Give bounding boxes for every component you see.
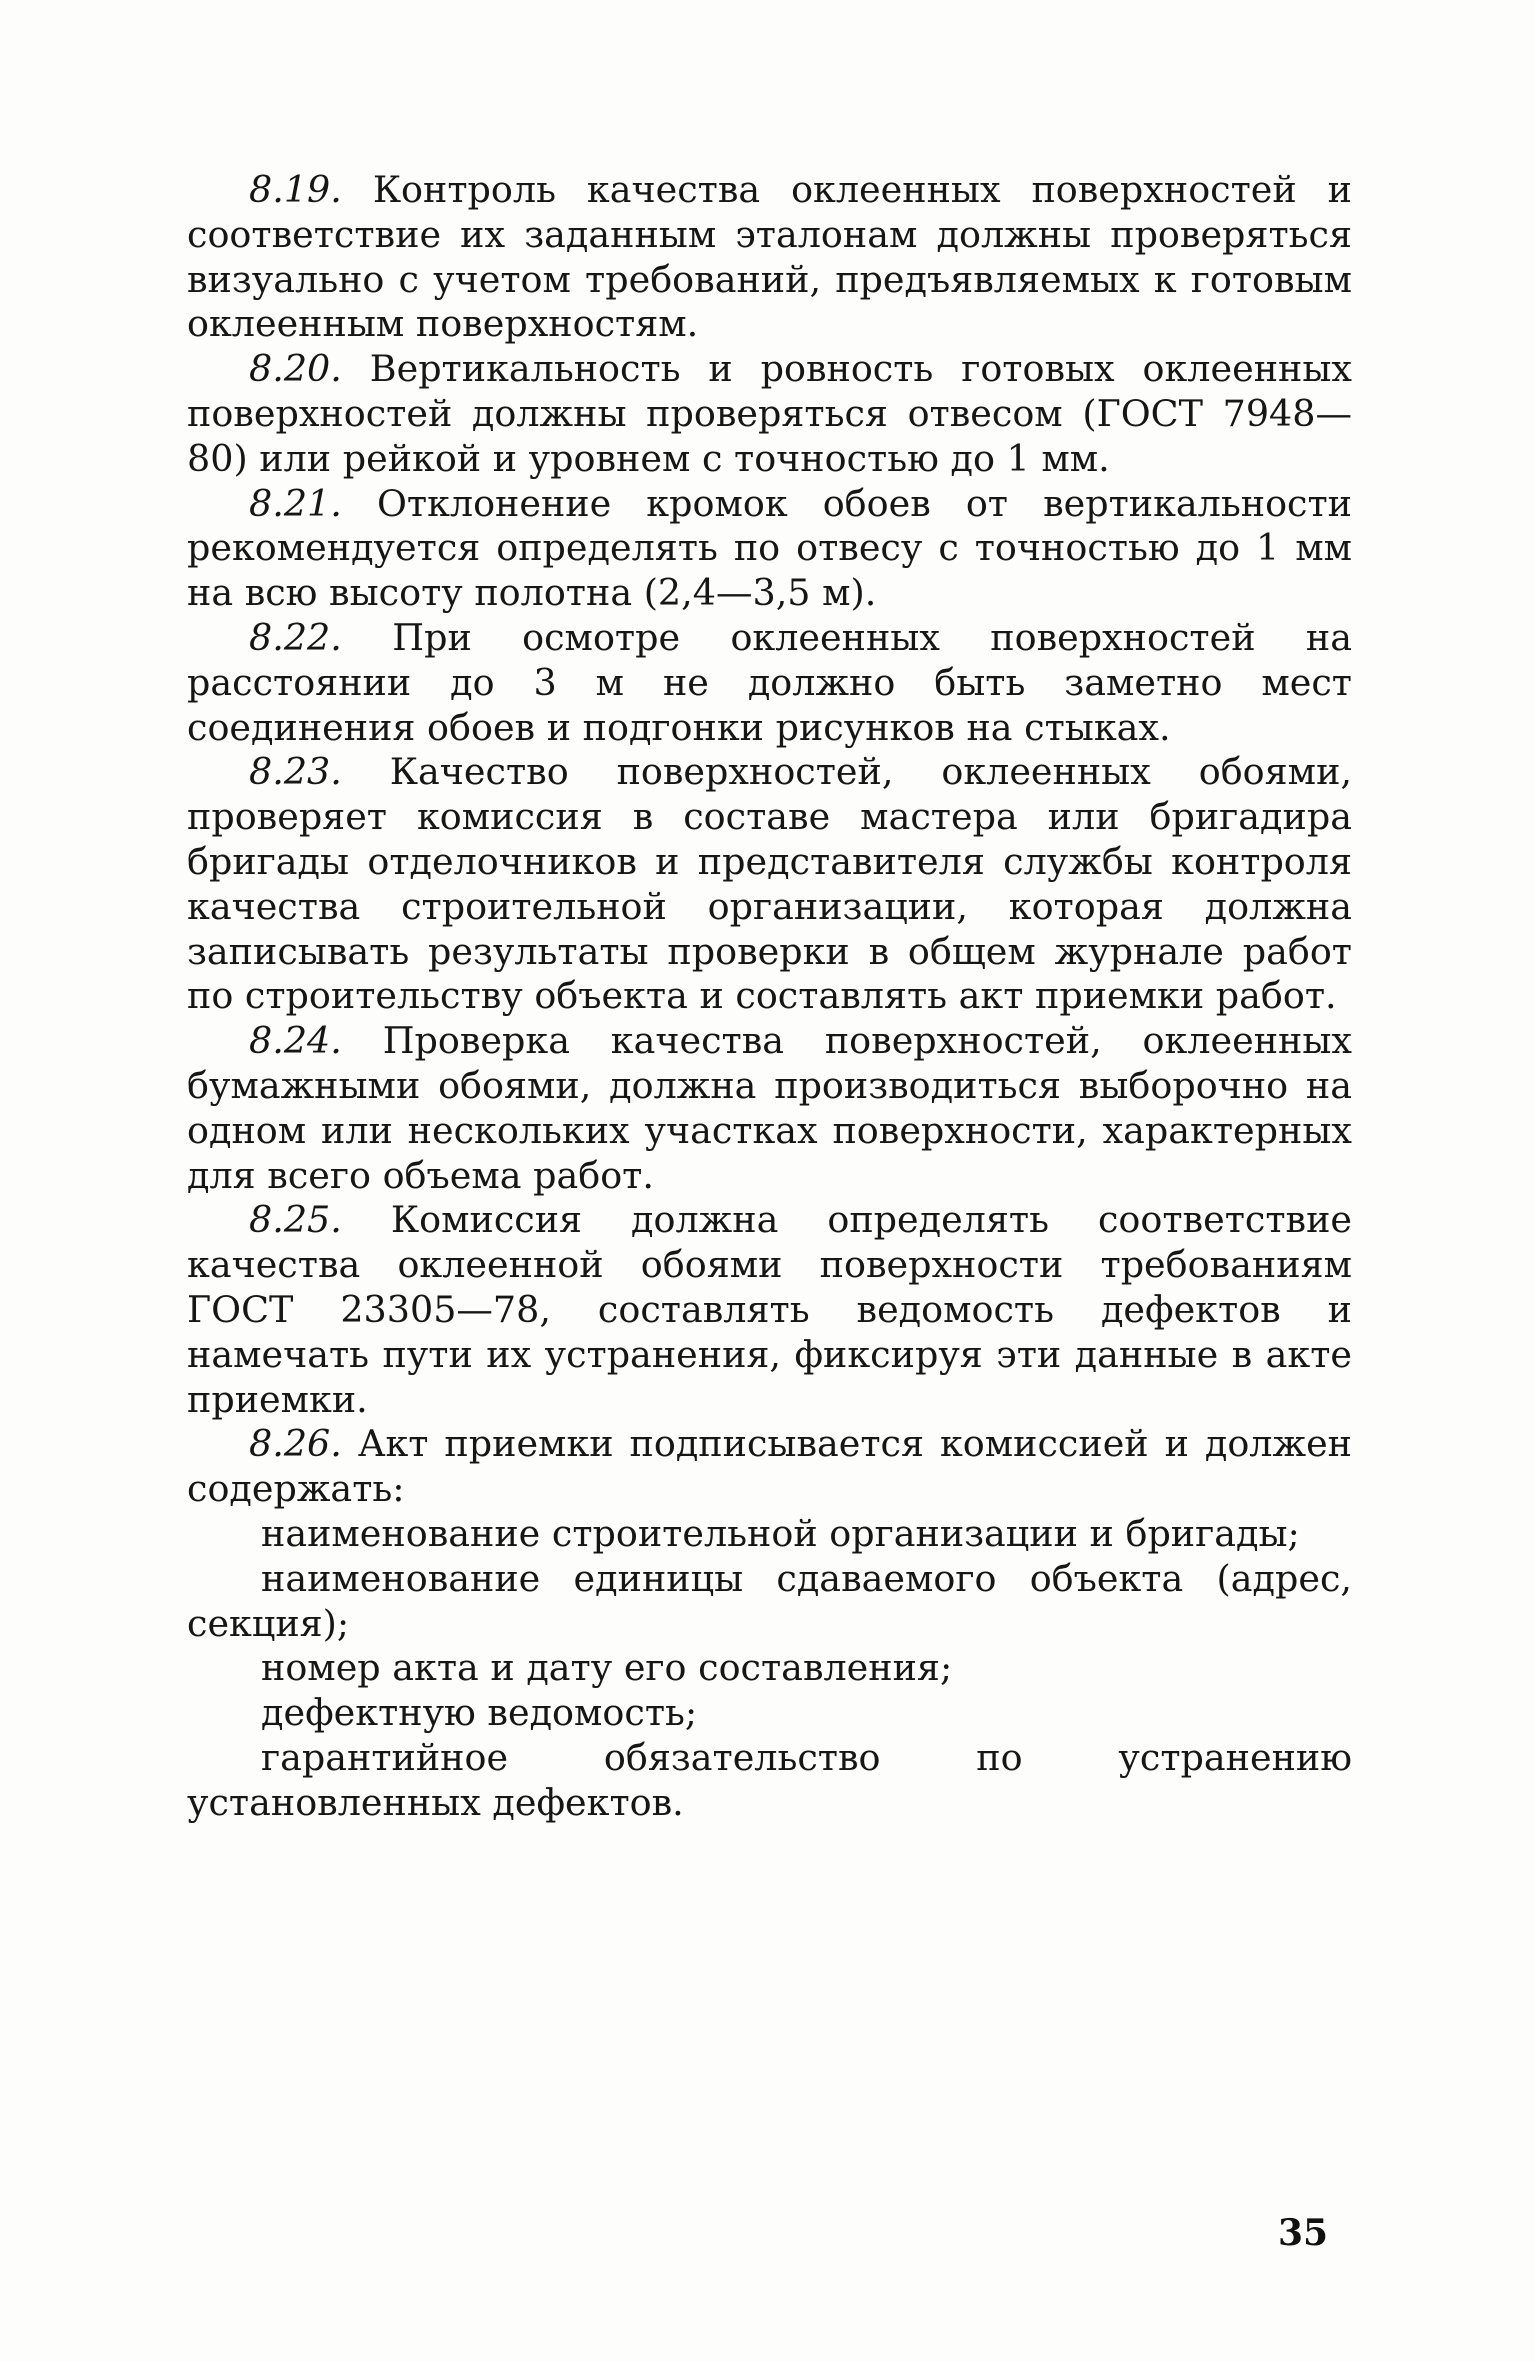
- paragraph-number: 8.23.: [249, 750, 342, 794]
- act-content-item: дефектную ведомость;: [261, 1691, 698, 1735]
- paragraph-8-25: [187, 1198, 1352, 1422]
- paragraph-number: 8.22.: [249, 615, 342, 659]
- paragraph-text: Проверка качества поверхностей, оклеенных бумажными обоями, должна производиться выборочно на одном или нескольких участках поверхности, характерных для всего объема работ.: [187, 1019, 1352, 1197]
- act-content-item: номер акта и дату его составления;: [261, 1646, 953, 1690]
- paragraph-number: 8.26.: [249, 1422, 342, 1466]
- paragraph-8-21: [187, 482, 1352, 616]
- paragraph-text: Комиссия должна определять соответствие качества оклеенной обоями поверхности требованиям ГОСТ 23305—78, составлять ведомость дефектов и намечать пути их устранения, фиксируя эти данные в акте приемки.: [187, 1198, 1352, 1421]
- paragraph-8-20: [187, 347, 1352, 481]
- act-content-item: наименование строительной организации и бригады;: [261, 1511, 1300, 1555]
- paragraph-text: Вертикальность и ровность готовых оклеенных поверхностей должны проверяться отвесом (ГОСТ 7948—80) или рейкой и уровнем с точностью до 1 мм.: [187, 347, 1352, 480]
- paragraph-number: 8.21.: [249, 481, 342, 525]
- paragraph-number: 8.24.: [249, 1019, 342, 1063]
- paragraph-text: Контроль качества оклеенных поверхностей и соответствие их заданным эталонам должны проверяться визуально с учетом требований, предъявляемых к готовым оклеенным поверхностям.: [187, 168, 1352, 346]
- paragraph-number: 8.19.: [249, 168, 342, 211]
- paragraph-text: Акт приемки подписывается комиссией и должен содержать:: [187, 1422, 1352, 1511]
- act-content-item: гарантийное обязательство по устранению установленных дефектов.: [187, 1735, 1352, 1824]
- paragraph-8-26: [187, 1422, 1352, 1512]
- paragraph-text: При осмотре оклеенных поверхностей на расстоянии до 3 м не должно быть заметно мест соединения обоев и подгонки рисунков на стыках.: [187, 615, 1352, 749]
- paragraph-text: Отклонение кромок обоев от вертикальности рекомендуется определять по отвесу с точностью до 1 мм на всю высоту полотна (2,4—3,5 м).: [187, 481, 1353, 615]
- paragraph-number: 8.25.: [249, 1198, 342, 1242]
- paragraph-8-23: [187, 750, 1352, 1019]
- paragraph-text: Качество поверхностей, оклеенных обоями, проверяет комиссия в составе мастера или бригадира бригады отделочников и представителя службы контроля качества строительной организации, которая должна записывать результаты проверки в общем журнале работ по строительству объекта и составлять акт приемки работ.: [187, 750, 1352, 1018]
- document-body: [187, 168, 1352, 1825]
- paragraph-8-22: [187, 616, 1352, 750]
- paragraph-8-19: [187, 168, 1352, 347]
- act-content-item: наименование единицы сдаваемого объекта (адрес, секция);: [187, 1556, 1352, 1645]
- paragraph-number: 8.20.: [249, 347, 342, 391]
- page-number: 35: [1278, 2212, 1329, 2254]
- paragraph-8-24: [187, 1019, 1352, 1198]
